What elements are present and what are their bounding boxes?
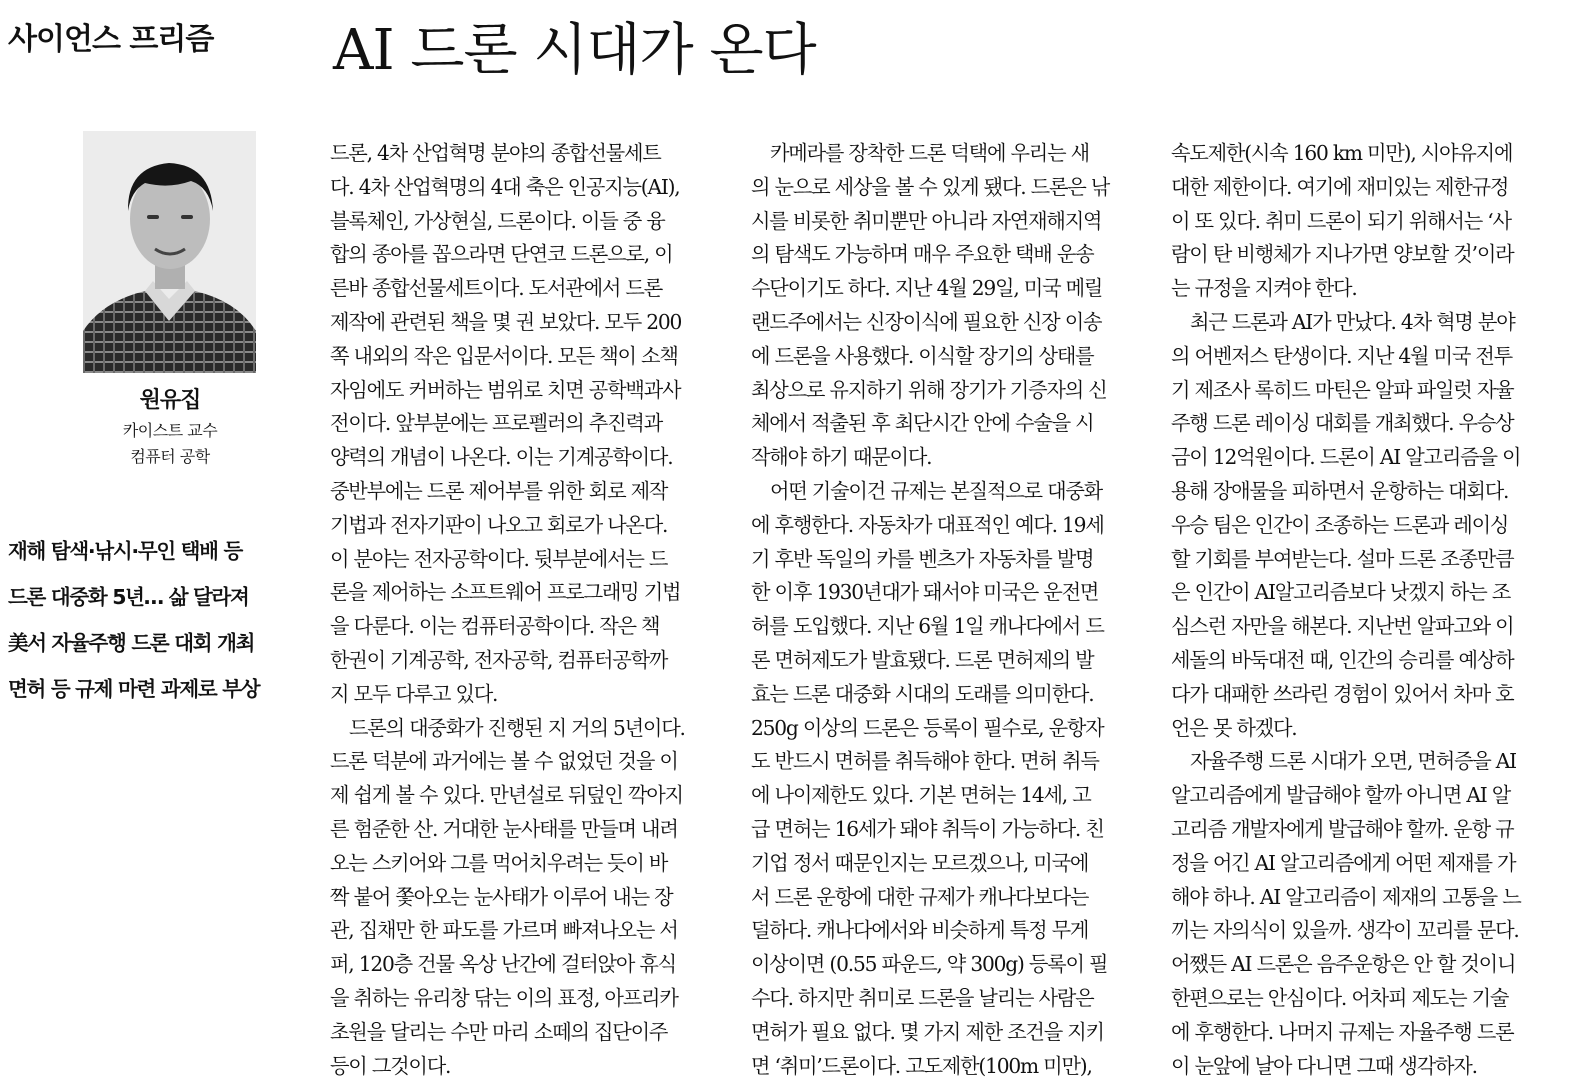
body-text-line: 다가 대패한 쓰라린 경험이 있어서 차마 호 [1171, 681, 1514, 706]
summary-line: 재해 탐색·낚시·무인 택배 등 [8, 539, 243, 563]
body-text-line: 등이 그것이다. [330, 1053, 451, 1078]
body-text-line: 람이 탄 비행체가 지나가면 양보할 것’이라 [1171, 242, 1514, 267]
body-text-line: 수단이기도 하다. 지난 4월 29일, 미국 메릴 [751, 276, 1103, 301]
body-text-line: 최상으로 유지하기 위해 장기가 기증자의 신 [751, 377, 1107, 402]
body-text-line: 면허가 필요 없다. 몇 가지 제한 조건을 지키 [751, 1019, 1104, 1044]
author-name: 원유집 [139, 388, 201, 413]
body-text-line: 우승 팀은 인간이 조종하는 드론과 레이싱 [1171, 512, 1509, 537]
body-text-line: 블록체인, 가상현실, 드론이다. 이들 중 융 [330, 208, 665, 233]
body-text-line: 에 후행한다. 나머지 규제는 자율주행 드론 [1171, 1019, 1514, 1044]
body-text-line: 에 후행한다. 자동차가 대표적인 예다. 19세 [751, 512, 1104, 537]
body-text-line: 끼는 자의식이 있을까. 생각이 꼬리를 문다. [1171, 918, 1519, 943]
body-text-line: 중반부에는 드론 제어부를 위한 회로 제작 [330, 478, 668, 503]
body-text-line: 한권이 기계공학, 전자공학, 컴퓨터공학까 [330, 647, 668, 672]
body-text-line: 이상이면 (0.55 파운드, 약 300g) 등록이 필 [751, 952, 1108, 977]
body-text-line: 작해야 하기 때문이다. [751, 445, 932, 470]
body-text-line: 용해 장애물을 피하면서 운항하는 대회다. [1171, 478, 1509, 503]
body-text-line: 초원을 달리는 수만 마리 소떼의 집단이주 [330, 1019, 668, 1044]
body-text-line: 도 반드시 면허를 취득해야 한다. 면허 취득 [751, 749, 1099, 774]
body-text-line: 이 눈앞에 날아 다니면 그때 생각하자. [1171, 1053, 1477, 1078]
body-text-line: 을 다룬다. 이는 컴퓨터공학이다. 작은 책 [330, 614, 660, 639]
body-text-line: 양력의 개념이 나온다. 이는 기계공학이다. [330, 445, 673, 470]
body-text-line: 는 규정을 지켜야 한다. [1171, 276, 1357, 301]
body-text-line: 퍼, 120층 건물 옥상 난간에 걸터앉아 휴식 [330, 952, 676, 977]
body-text-line: 드론 덕분에 과거에는 볼 수 없었던 것을 이 [330, 749, 678, 774]
body-text-line: 론을 제어하는 소프트웨어 프로그래밍 기법 [330, 580, 681, 605]
body-text-line: 은 인간이 AI알고리즘보다 낫겠지 하는 조 [1171, 580, 1511, 605]
body-text-line: 주행 드론 레이싱 대회를 개최했다. 우승상 [1171, 411, 1514, 436]
body-text-line: 속도제한(시속 160 km 미만), 시야유지에 [1171, 141, 1513, 165]
body-text-line: 할 기회를 부여받는다. 설마 드론 조종만큼 [1171, 546, 1514, 571]
body-text-line: 른 험준한 산. 거대한 눈사태를 만들며 내려 [330, 816, 678, 841]
body-text-line: 대한 제한이다. 여기에 재미있는 제한규정 [1171, 174, 1509, 199]
headline: AI 드론 시대가 온다 [333, 18, 816, 83]
body-text-line: 에 나이제한도 있다. 기본 면허는 14세, 고 [751, 783, 1091, 808]
author-affiliation: 카이스트 교수 [122, 421, 218, 440]
body-text-line: 효는 드론 대중화 시대의 도래를 의미한다. [751, 681, 1094, 706]
body-text-line: 덜하다. 캐나다에서와 비슷하게 특정 무게 [751, 918, 1089, 943]
body-text-line: 금이 12억원이다. 드론이 AI 알고리즘을 이 [1171, 445, 1521, 470]
body-text-line: 시를 비롯한 취미뿐만 아니라 자연재해지역 [751, 208, 1102, 233]
body-text-line: 이 분야는 전자공학이다. 뒷부분에서는 드 [330, 546, 668, 571]
summary-line: 드론 대중화 5년… 삶 달라져 [8, 585, 249, 609]
body-text-line: 의 눈으로 세상을 볼 수 있게 됐다. 드론은 낚 [751, 174, 1110, 199]
body-text-line: 심스런 자만을 해본다. 지난번 알파고와 이 [1171, 614, 1514, 639]
body-text-line: 지 모두 다루고 있다. [330, 681, 498, 706]
author-photo [83, 131, 256, 373]
body-text-line: 드론의 대중화가 진행된 지 거의 5년이다. [330, 715, 685, 740]
body-text-line: 이 또 있다. 취미 드론이 되기 위해서는 ‘사 [1171, 208, 1511, 233]
body-text-line: 자율주행 드론 시대가 오면, 면허증을 AI [1171, 749, 1516, 774]
body-text-line: 다. 4차 산업혁명의 4대 축은 인공지능(AI), [330, 174, 680, 199]
article-column-1 [330, 137, 722, 1083]
body-text-line: 기법과 전자기판이 나오고 회로가 나온다. [330, 512, 668, 537]
summary-line: 美서 자율주행 드론 대회 개최 [8, 631, 255, 655]
body-text-line: 고리즘 개발자에게 발급해야 할까. 운항 규 [1171, 816, 1514, 841]
body-text-line: 제작에 관련된 책을 몇 권 보았다. 모두 200 [330, 309, 682, 334]
body-text-line: 체에서 적출된 후 최단시간 안에 수술을 시 [751, 411, 1094, 436]
body-text-line: 세돌의 바둑대전 때, 인간의 승리를 예상하 [1171, 647, 1514, 672]
article-column-3 [1171, 137, 1563, 1083]
body-text-line: 짝 붙어 쫓아오는 눈사태가 이루어 내는 장 [330, 884, 673, 909]
body-text-line: 기업 정서 때문인지는 모르겠으나, 미국에 [751, 850, 1089, 875]
body-text-line: 해야 하나. AI 알고리즘이 제재의 고통을 느 [1171, 884, 1521, 909]
body-text-line: 급 면허는 16세가 돼야 취득이 가능하다. 친 [751, 816, 1104, 841]
body-text-line: 한편으로는 안심이다. 어차피 제도는 기술 [1171, 985, 1509, 1010]
body-text-line: 알고리즘에게 발급해야 할까 아니면 AI 알 [1171, 783, 1511, 808]
summary-line: 면허 등 규제 마련 과제로 부상 [8, 677, 260, 701]
body-text-line: 랜드주에서는 신장이식에 필요한 신장 이송 [751, 309, 1102, 334]
body-text-line: 론 면허제도가 발효됐다. 드론 면허제의 발 [751, 647, 1094, 672]
body-text-line: 기 제조사 록히드 마틴은 알파 파일럿 자율 [1171, 377, 1514, 402]
body-text-line: 카메라를 장착한 드론 덕택에 우리는 새 [751, 141, 1089, 165]
author-department: 컴퓨터 공학 [130, 447, 210, 466]
body-text-line: 자임에도 커버하는 범위로 치면 공학백과사 [330, 377, 681, 402]
body-text-line: 드론, 4차 산업혁명 분야의 종합선물세트 [330, 141, 661, 165]
body-text-line: 면 ‘취미’드론이다. 고도제한(100m 미만), [751, 1053, 1092, 1078]
body-text-line: 제 쉽게 볼 수 있다. 만년설로 뒤덮인 깍아지 [330, 783, 683, 808]
body-text-line: 에 드론을 사용했다. 이식할 장기의 상태를 [751, 343, 1094, 368]
body-text-line: 한 이후 1930년대가 돼서야 미국은 운전면 [751, 580, 1099, 605]
author-byline [40, 383, 300, 470]
body-text-line: 허를 도입했다. 지난 6월 1일 캐나다에서 드 [751, 614, 1104, 639]
article-summary [8, 528, 308, 712]
body-text-line: 합의 종아를 꼽으라면 단연코 드론으로, 이 [330, 242, 673, 267]
body-text-line: 기 후반 독일의 카를 벤츠가 자동차를 발명 [751, 546, 1094, 571]
body-text-line: 의 탐색도 가능하며 매우 주요한 택배 운송 [751, 242, 1094, 267]
body-text-line: 수다. 하지만 취미로 드론을 날리는 사람은 [751, 985, 1094, 1010]
body-text-line: 어쨌든 AI 드론은 음주운항은 안 할 것이니 [1171, 952, 1516, 977]
body-text-line: 정을 어긴 AI 알고리즘에게 어떤 제재를 가 [1171, 850, 1516, 875]
body-text-line: 관, 집채만 한 파도를 가르며 빠져나오는 서 [330, 918, 678, 943]
body-text-line: 쪽 내외의 작은 입문서이다. 모든 책이 소책 [330, 343, 678, 368]
section-label: 사이언스 프리즘 [8, 22, 214, 57]
body-text-line: 언은 못 하겠다. [1171, 715, 1297, 740]
body-text-line: 을 취하는 유리창 닦는 이의 표정, 아프리카 [330, 985, 678, 1010]
body-text-line: 서 드론 운항에 대한 규제가 캐나다보다는 [751, 884, 1089, 909]
body-text-line: 어떤 기술이건 규제는 본질적으로 대중화 [751, 478, 1102, 503]
body-text-line: 의 어벤저스 탄생이다. 지난 4월 미국 전투 [1171, 343, 1512, 368]
article-column-2 [751, 137, 1143, 1083]
body-text-line: 오는 스키어와 그를 먹어치우려는 듯이 바 [330, 850, 668, 875]
body-text-line: 전이다. 앞부분에는 프로펠러의 추진력과 [330, 411, 662, 436]
body-text-line: 최근 드론과 AI가 만났다. 4차 혁명 분야 [1171, 309, 1515, 334]
body-text-line: 250g 이상의 드론은 등록이 필수로, 운항자 [751, 715, 1104, 740]
body-text-line: 른바 종합선물세트이다. 도서관에서 드론 [330, 276, 662, 301]
